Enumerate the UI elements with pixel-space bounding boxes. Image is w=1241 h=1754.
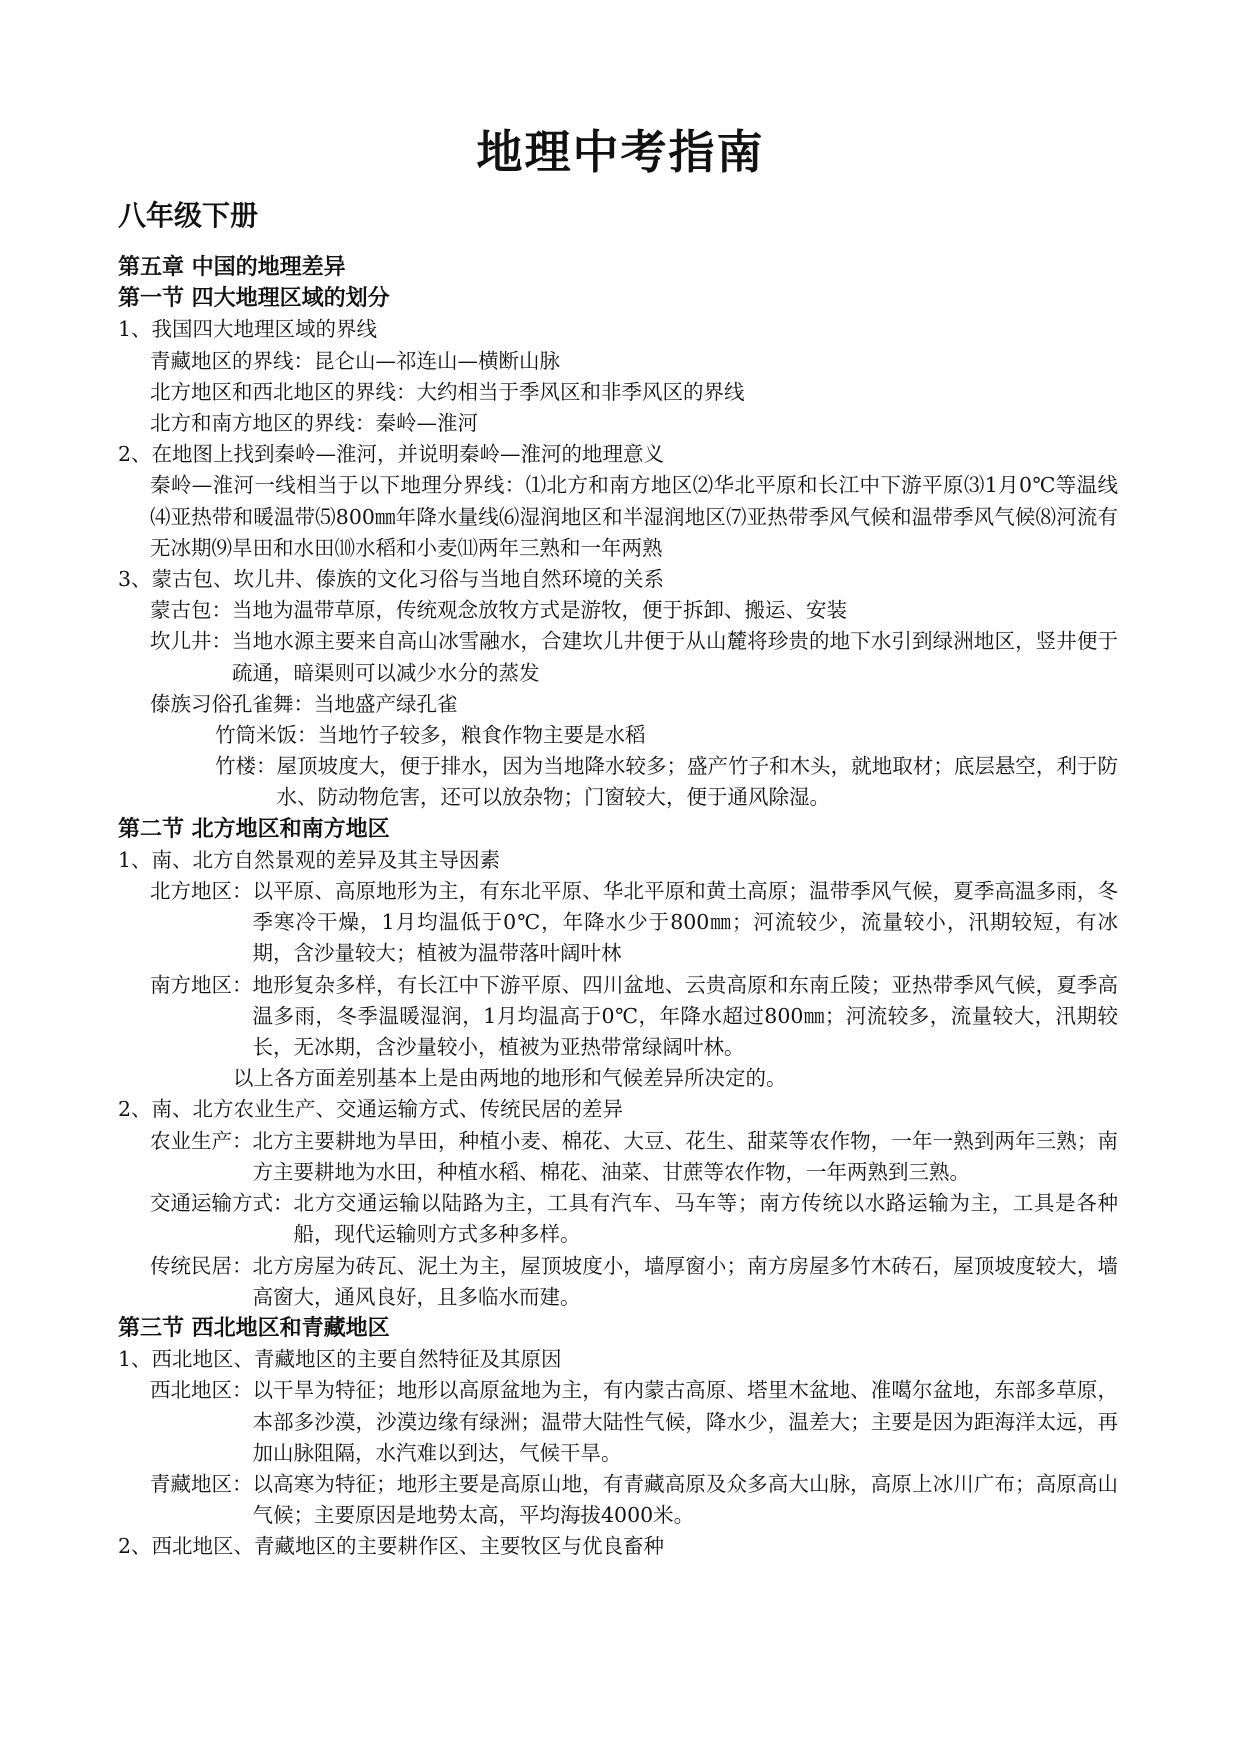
s2-housing <box>118 1251 1118 1313</box>
text: 以高寒为特征；地形主要是高原山地，有青藏高原及众多高大山脉，高原上冰川广布；高原高山气候；主要原因是地势太高，平均海拔4000米。 <box>252 1471 1118 1528</box>
text: 地形复杂多样，有长江中下游平原、四川盆地、云贵高原和东南丘陵；亚热带季风气候，夏季高温多雨，冬季温暖湿润，1月均温高于0℃，年降水超过800㎜；河流较多，流量较大，汛期较长，无冰期，含沙量较小，植被为亚热带常绿阔叶林。 <box>252 972 1118 1060</box>
section-1-heading: 第一节 四大地理区域的划分 <box>118 286 390 312</box>
page-title: 地理中考指南 <box>476 125 765 179</box>
s1-q3-mongolian-yurt <box>118 595 1118 626</box>
text: 北方房屋为砖瓦、泥土为主，屋顶坡度小，墙厚窗小；南方房屋多竹木砖石，屋顶坡度较大，墙高窗大，通风良好，且多临水而建。 <box>252 1253 1118 1309</box>
s3-question-2: 2、西北地区、青藏地区的主要耕作区、主要牧区与优良畜种 <box>118 1534 665 1559</box>
text: 以平原、高原地形为主，有东北平原、华北平原和黄土高原；温带季风气候，夏季高温多雨，冬季寒冷干燥，1月均温低于0℃，年降水少于800㎜；河流较少，流量较小，汛期较短，有冰期，含沙量较大；植被为温带落叶阔叶林 <box>252 879 1118 966</box>
label: 北方地区： <box>150 879 253 904</box>
label: 南方地区： <box>150 972 253 997</box>
s1-q1-line-3: 北方和南方地区的界线：秦岭—淮河 <box>150 411 478 436</box>
s2-summary: 以上各方面差别基本上是由两地的地形和气候差异所决定的。 <box>233 1066 787 1091</box>
s2-question-1: 1、南、北方自然景观的差异及其主导因素 <box>118 847 501 872</box>
s1-q1-line-1: 青藏地区的界线：昆仑山—祁连山—横断山脉 <box>150 348 560 373</box>
s1-question-3: 3、蒙古包、坎儿井、傣族的文化习俗与当地自然环境的关系 <box>118 567 665 592</box>
label: 青藏地区： <box>150 1471 253 1496</box>
s1-question-2: 2、在地图上找到秦岭—淮河，并说明秦岭—淮河的地理意义 <box>118 442 665 467</box>
section-3-heading: 第三节 西北地区和青藏地区 <box>118 1315 390 1341</box>
text: 当地水源主要来自高山冰雪融水，合建坎儿井便于从山麓将珍贵的地下水引到绿洲地区，竖井便于疏通，暗渠则可以减少水分的蒸发 <box>232 629 1118 685</box>
label: 蒙古包： <box>150 598 232 623</box>
section-2-heading: 第二节 北方地区和南方地区 <box>118 816 390 842</box>
s1-q1-line-2: 北方地区和西北地区的界线：大约相当于季风区和非季风区的界线 <box>150 379 745 404</box>
document-body <box>118 252 1118 1563</box>
text: 北方主要耕地为旱田，种植小麦、棉花、大豆、花生、甜菜等农作物，一年一熟到两年三熟；南方主要耕地为水田，种植水稻、棉花、油菜、甘蔗等农作物，一年两熟到三熟。 <box>252 1128 1118 1184</box>
s2-north <box>118 876 1118 970</box>
s1-q2-text: 秦岭—淮河一线相当于以下地理分界线：⑴北方和南方地区⑵华北平原和长江中下游平原⑶1月0℃等温线⑷亚热带和暖温带⑸800㎜年降水量线⑹湿润地区和半湿润地区⑺亚热带季风气候和温带季风气候⑻河流有无冰期⑼旱田和水田⑽水稻和小麦⑾两年三熟和一年两熟 <box>150 473 1118 560</box>
label: 农业生产： <box>150 1128 253 1153</box>
s2-question-2: 2、南、北方农业生产、交通运输方式、传统民居的差异 <box>118 1097 624 1122</box>
s3-qinghai-tibet <box>118 1469 1118 1531</box>
label: 竹楼： <box>215 754 277 779</box>
s1-q3-dai-custom: 傣族习俗孔雀舞：当地盛产绿孔雀 <box>150 691 458 716</box>
text: 屋顶坡度大，便于排水，因为当地降水较多；盛产竹子和木头，就地取材；底层悬空，利于防水、防动物危害，还可以放杂物；门窗较大，便于通风除湿。 <box>276 754 1118 810</box>
s1-question-1: 1、我国四大地理区域的界线 <box>118 317 378 342</box>
s3-question-1: 1、西北地区、青藏地区的主要自然特征及其原因 <box>118 1347 562 1372</box>
label: 坎儿井： <box>150 629 232 654</box>
text: 北方交通运输以陆路为主，工具有汽车、马车等；南方传统以水路运输为主，工具是各种船，现代运输则方式多种多样。 <box>293 1191 1118 1247</box>
s3-northwest <box>118 1375 1118 1469</box>
s1-q3-karez <box>118 626 1118 688</box>
label: 传统民居： <box>150 1253 253 1278</box>
chapter-heading: 第五章 中国的地理差异 <box>118 255 346 280</box>
s1-q3-bamboo-rice: 竹筒米饭：当地竹子较多，粮食作物主要是水稻 <box>215 723 646 748</box>
s2-agriculture <box>118 1126 1118 1188</box>
text: 以干旱为特征；地形以高原盆地为主，有内蒙古高原、塔里木盆地、准噶尔盆地，东部多草原，本部多沙漠，沙漠边缘有绿洲；温带大陆性气候，降水少，温差大；主要是因为距海洋太远，再加山脉阻隔，水汽难以到达，气候干旱。 <box>252 1378 1118 1465</box>
s2-transport <box>118 1188 1118 1250</box>
text: 当地为温带草原，传统观念放牧方式是游牧，便于拆卸、搬运、安装 <box>232 598 847 623</box>
s1-q3-bamboo-house <box>118 751 1118 813</box>
label: 西北地区： <box>150 1378 253 1403</box>
grade-heading: 八年级下册 <box>118 199 259 232</box>
s2-south <box>118 970 1118 1064</box>
label: 交通运输方式： <box>150 1191 294 1216</box>
